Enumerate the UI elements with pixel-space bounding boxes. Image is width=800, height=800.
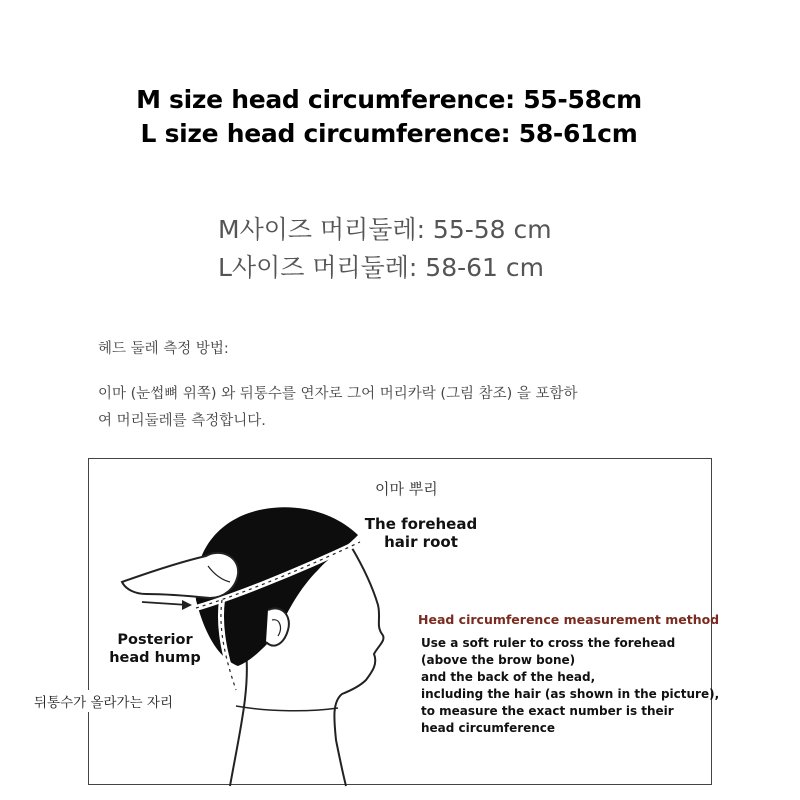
title-m-size: M size head circumference: 55-58cm bbox=[136, 85, 642, 114]
posterior-label-korean: 뒤통수가 올라가는 자리 bbox=[30, 690, 177, 712]
forehead-label-english: The forehead hair root bbox=[364, 515, 478, 551]
method-line-6: head circumference bbox=[421, 721, 556, 735]
method-line-5: to measure the exact number is their bbox=[421, 704, 674, 718]
posterior-arrow bbox=[142, 602, 188, 605]
instruction-line-2: 여 머리둘레를 측정합니다. bbox=[98, 413, 266, 429]
method-line-2: (above the brow bone) bbox=[421, 653, 576, 667]
hand bbox=[122, 553, 238, 598]
korean-l-size: L사이즈 머리둘레: 58-61 cm bbox=[218, 253, 544, 282]
face-profile bbox=[334, 548, 383, 786]
method-line-4: including the hair (as shown in the picture), bbox=[421, 687, 720, 701]
korean-m-size: M사이즈 머리둘레: 55-58 cm bbox=[218, 215, 552, 244]
title-l-size: L size head circumference: 58-61cm bbox=[140, 119, 638, 148]
forehead-label-korean: 이마 뿌리 bbox=[375, 480, 438, 498]
posterior-label-english: Posterior head hump bbox=[109, 632, 201, 666]
method-title: Head circumference measurement method bbox=[418, 612, 720, 627]
measurement-method-heading: 헤드 둘레 측정 방법: bbox=[98, 341, 229, 357]
shoulder bbox=[236, 706, 338, 711]
method-line-3: and the back of the head, bbox=[421, 670, 596, 684]
ear bbox=[266, 608, 289, 645]
instruction-line-1: 이마 (눈썹뼈 위쪽) 와 뒤통수를 연자로 그어 머리카락 (그림 참조) 을 포함하 bbox=[98, 386, 578, 402]
method-line-1: Use a soft ruler to cross the forehead bbox=[421, 636, 676, 650]
